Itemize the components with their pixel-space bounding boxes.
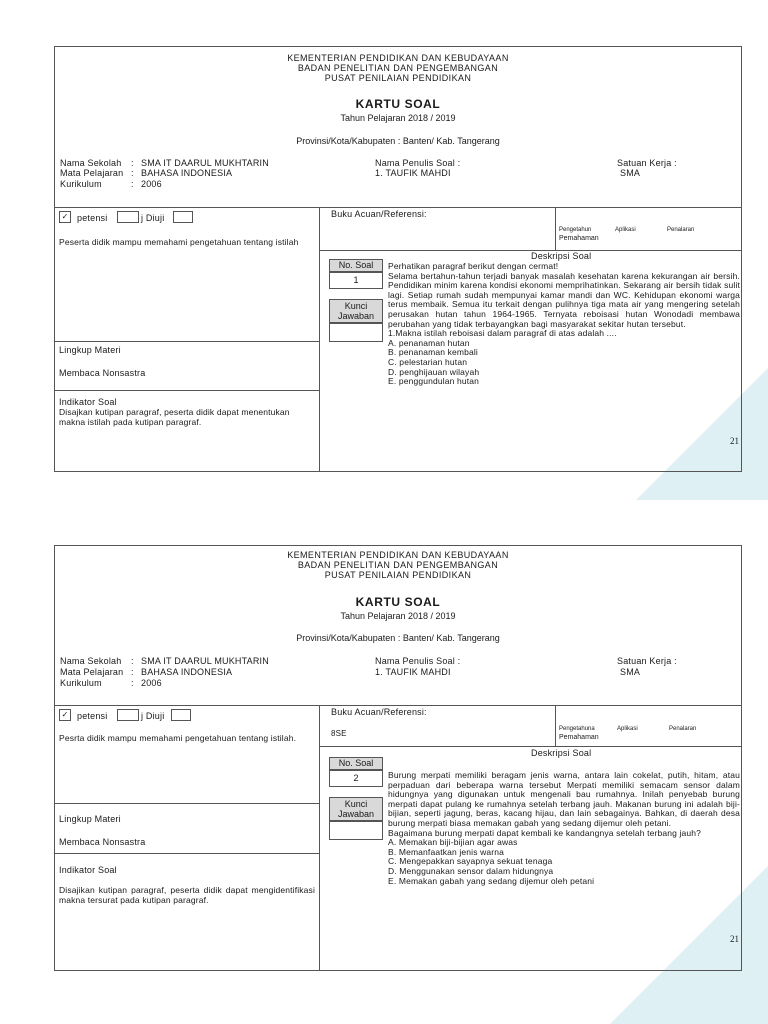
divider: [55, 853, 319, 854]
indikator-value: Disajkan kutipan paragraf, peserta didik dapat menentukan makna istilah pada kutipan paragraf.: [59, 407, 290, 427]
option-d: D. Menggunakan sensor dalam hidungnya: [388, 865, 554, 876]
question-body: [388, 771, 740, 886]
writer-value: 1. TAUFIK MAHDI: [375, 667, 451, 677]
curriculum-value: 2006: [141, 678, 162, 688]
subject-value: BAHASA INDONESIA: [141, 667, 233, 677]
option-b: B. Memanfaatkan jenis warna: [388, 846, 505, 857]
option-e: E. Memakan gabah yang sedang dijemur oleh petani: [388, 875, 595, 886]
ministry-header: [55, 550, 741, 580]
kompetensi-text: Peserta didik mampu memahami pengetahuan tentang istilah: [59, 237, 299, 247]
kunci-jawaban-value: [329, 323, 383, 342]
level-pemahaman: Pemahaman: [559, 235, 599, 242]
kunci-label-1: Kunci: [344, 799, 368, 809]
subject-label: Mata Pelajaran: [60, 168, 124, 178]
subject-label: Mata Pelajaran: [60, 667, 124, 677]
school-value: SMA IT DAARUL MUKHTARIN: [141, 158, 269, 168]
unit-value: SMA: [620, 667, 641, 677]
question-text: 1.Makna istilah reboisasi dalam paragraf di atas adalah ....: [388, 328, 617, 339]
colon: :: [131, 667, 134, 677]
writer-label: Nama Penulis Soal :: [375, 656, 461, 666]
school-value: SMA IT DAARUL MUKHTARIN: [141, 656, 269, 666]
option-d: D. penghijauan wilayah: [388, 366, 480, 377]
card-title: KARTU SOAL: [355, 97, 441, 111]
page-number: 21: [730, 436, 739, 446]
option-a: A. Memakan biji-bijian agar awas: [388, 837, 518, 848]
level-aplikasi: Aplikasi: [615, 227, 636, 233]
option-c: C. Mengepakkan sayapnya sekuat tenaga: [388, 856, 553, 867]
kompetensi-box[interactable]: [117, 709, 139, 721]
writer-label: Nama Penulis Soal :: [375, 158, 461, 168]
school-year: Tahun Pelajaran 2018 / 2019: [340, 113, 456, 123]
divider: [55, 705, 741, 706]
no-soal-value: 1: [329, 272, 383, 289]
divider: [319, 705, 320, 970]
option-e: E. penggundulan hutan: [388, 376, 480, 387]
level-pengetahuan: Pengetahuna: [559, 726, 595, 732]
kompetensi-box[interactable]: [173, 211, 193, 223]
indikator-value: Disajikan kutipan paragraf, peserta didik dapat mengidentifikasi makna tersurat pada kutipan paragraf.: [59, 885, 315, 905]
divider: [555, 207, 556, 250]
option-a: A. penanaman hutan: [388, 337, 470, 348]
school-label: Nama Sekolah: [60, 656, 122, 666]
question-card-1: [54, 46, 742, 472]
kompetensi-label: petensi: [77, 711, 108, 721]
no-soal-label: No. Soal: [329, 757, 383, 770]
level-pengetahuan: Pengetahun: [559, 227, 592, 233]
colon: :: [131, 179, 134, 189]
card-title: KARTU SOAL: [355, 595, 441, 609]
level-penalaran: Penalaran: [669, 726, 697, 732]
kompetensi-label-2: j Diuji: [141, 213, 165, 223]
colon: :: [131, 158, 134, 168]
writer-value: 1. TAUFIK MAHDI: [375, 168, 451, 178]
indikator-label: Indikator Soal: [59, 397, 117, 407]
kompetensi-checkbox[interactable]: ✓: [59, 709, 71, 721]
divider: [319, 250, 741, 251]
curriculum-label: Kurikulum: [60, 678, 102, 688]
unit-label: Satuan Kerja :: [617, 158, 677, 168]
level-penalaran: Penalaran: [667, 227, 695, 233]
header-line-2: BADAN PENELITIAN DAN PENGEMBANGAN: [297, 560, 499, 570]
buku-label: Buku Acuan/Referensi:: [331, 707, 427, 717]
no-soal-label: No. Soal: [329, 259, 383, 272]
kompetensi-checkbox[interactable]: ✓: [59, 211, 71, 223]
lingkup-value: Membaca Nonsastra: [59, 368, 146, 378]
kunci-label-1: Kunci: [344, 301, 368, 311]
province: Provinsi/Kota/Kabupaten : Banten/ Kab. Tangerang: [296, 633, 500, 643]
school-label: Nama Sekolah: [60, 158, 122, 168]
divider: [555, 705, 556, 746]
question-passage: Burung merpati memiliki beragam jenis warna, antara lain cokelat, putih, hitam, atau perpaduan dari beberapa warna tersebut Merpati memiliki semacam sensor dalam hidungnya yang digunakan untuk mengenali bau rumahnya. Inilah penyebab burung merpati dapat pulang ke rumahnya setelah terbang jauh. Makanan burung ini adalah biji-bijian, seperti jagung, beras, kacang hijau, dan lain sebagainya. Bahkan, di daerah desa burung merpati biasa memakan gabah yang sedang dijemur oleh petani.: [388, 770, 740, 828]
header-line-3: PUSAT PENILAIAN PENDIDIKAN: [324, 73, 472, 83]
buku-value: 8SE: [331, 729, 347, 738]
kompetensi-text: Pesrta didik mampu memahami pengetahuan tentang istilah.: [59, 733, 297, 743]
unit-label: Satuan Kerja :: [617, 656, 677, 666]
curriculum-label: Kurikulum: [60, 179, 102, 189]
kunci-label-2: Jawaban: [337, 311, 375, 321]
level-pemahaman: Pemahaman: [559, 734, 599, 741]
kompetensi-label: petensi: [77, 213, 108, 223]
kunci-jawaban-value: [329, 821, 383, 840]
option-c: C. pelestarian hutan: [388, 356, 468, 367]
kunci-label-2: Jawaban: [337, 809, 375, 819]
header-line-2: BADAN PENELITIAN DAN PENGEMBANGAN: [297, 63, 499, 73]
kompetensi-label-2: j Diuji: [141, 711, 165, 721]
subject-value: BAHASA INDONESIA: [141, 168, 233, 178]
province: Provinsi/Kota/Kabupaten : Banten/ Kab. Tangerang: [296, 136, 500, 146]
lingkup-label: Lingkup Materi: [59, 814, 121, 824]
buku-label: Buku Acuan/Referensi:: [331, 209, 427, 219]
page-number: 21: [730, 934, 739, 944]
question-passage: Selama bertahun-tahun terjadi banyak masalah kesehatan karena kekurangan air bersih. Pendidikan minim karena kondisi ekonomi memprihatinkan. Sekarang air bersih tidak sulit lagi. Setiap rumah sudah mempunyai kamar mandi dan WC. Kehidupan ekonomi warga terus membaik. Semua itu terkait dengan pulihnya tiga mata air yang mengering setelah perusakan hutan tahun 1964-1965. Ternyata reboisasi hutan Wonodadi membawa perubahan yang tidak terbayangkan bagi masyarakat sekitar hutan tersebut.: [388, 270, 740, 329]
divider: [55, 803, 319, 804]
question-text: Bagaimana burung merpati dapat kembali ke kandangnya setelah terbang jauh?: [388, 827, 702, 838]
deskripsi-label: Deskripsi Soal: [531, 748, 592, 758]
kunci-jawaban-label: [329, 299, 383, 323]
ministry-header: [55, 53, 741, 83]
header-line-1: KEMENTERIAN PENDIDIKAN DAN KEBUDAYAAN: [287, 550, 509, 560]
divider: [319, 207, 320, 471]
option-b: B. penanaman kembali: [388, 347, 478, 358]
divider: [55, 390, 319, 391]
divider: [55, 341, 319, 342]
question-intro: Perhatikan paragraf berikut dengan cermat!: [388, 261, 559, 271]
question-body: [388, 262, 740, 387]
kunci-jawaban-label: [329, 797, 383, 821]
level-aplikasi: Aplikasi: [617, 726, 638, 732]
kompetensi-box[interactable]: [117, 211, 139, 223]
colon: :: [131, 168, 134, 178]
unit-value: SMA: [620, 168, 641, 178]
divider: [319, 746, 741, 747]
no-soal-value: 2: [329, 770, 383, 787]
kompetensi-box[interactable]: [171, 709, 191, 721]
school-year: Tahun Pelajaran 2018 / 2019: [340, 611, 456, 621]
divider: [55, 207, 741, 208]
indikator-label: Indikator Soal: [59, 865, 117, 875]
lingkup-value: Membaca Nonsastra: [59, 837, 146, 847]
header-line-3: PUSAT PENILAIAN PENDIDIKAN: [324, 570, 472, 580]
curriculum-value: 2006: [141, 179, 162, 189]
colon: :: [131, 656, 134, 666]
deskripsi-label: Deskripsi Soal: [531, 251, 592, 261]
colon: :: [131, 678, 134, 688]
question-card-2: [54, 545, 742, 971]
lingkup-label: Lingkup Materi: [59, 345, 121, 355]
header-line-1: KEMENTERIAN PENDIDIKAN DAN KEBUDAYAAN: [287, 53, 509, 63]
